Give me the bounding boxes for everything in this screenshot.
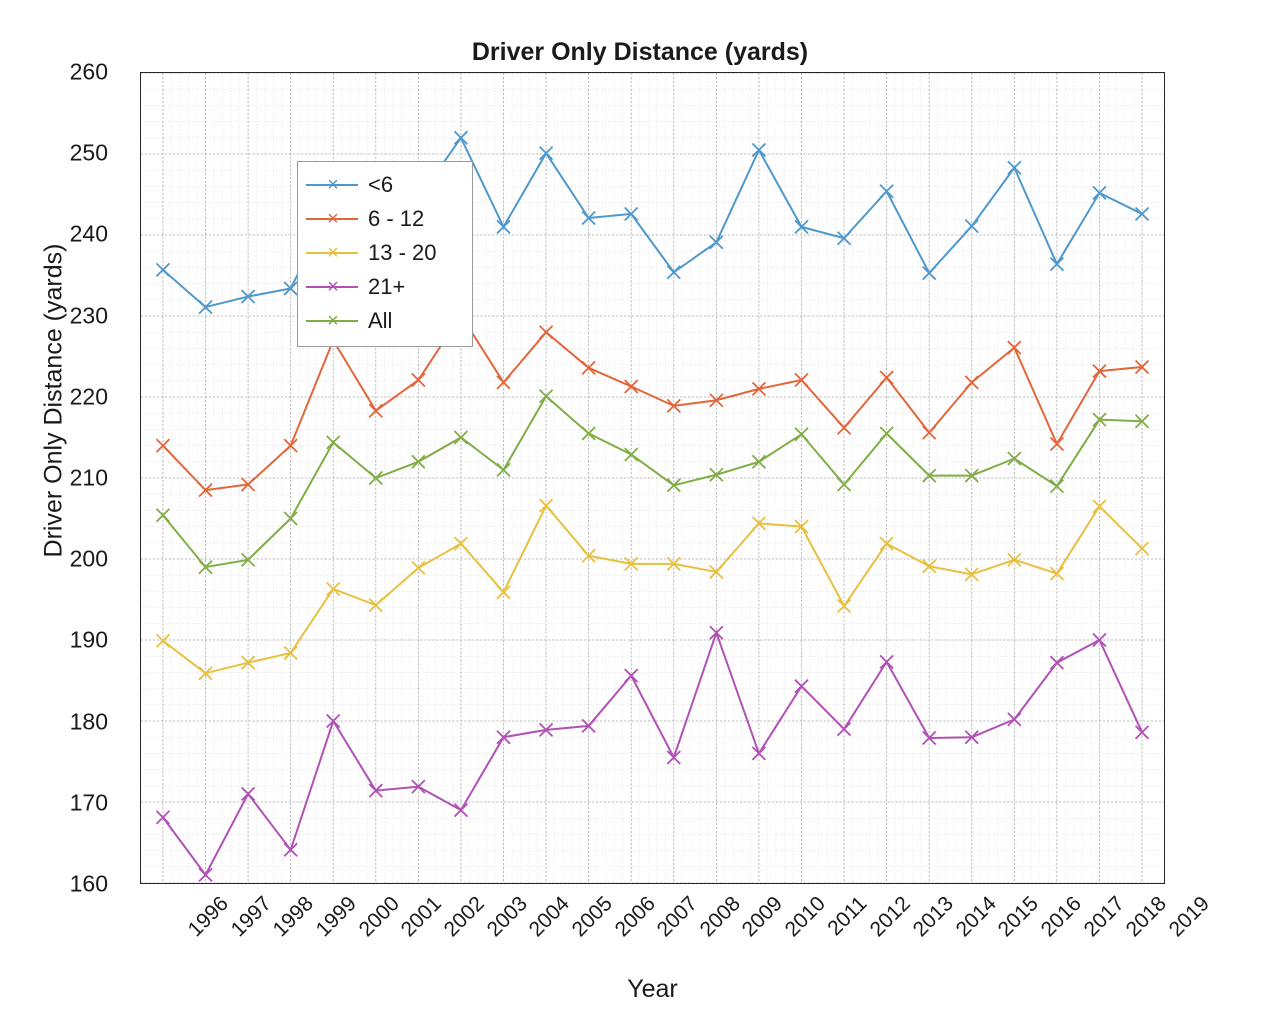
y-tick-label: 230 — [69, 302, 108, 329]
x-tick-label: 2011 — [823, 892, 872, 941]
legend-item[interactable] — [306, 202, 464, 236]
y-tick-label: 180 — [69, 708, 108, 735]
x-tick-label: 2014 — [951, 892, 1001, 942]
legend-item[interactable] — [306, 304, 464, 338]
legend-marker-icon: × — [306, 209, 358, 229]
x-tick-label: 2006 — [610, 892, 660, 942]
x-tick-label: 2002 — [439, 892, 489, 942]
legend-item-label: All — [368, 308, 393, 333]
page-title: Driver Only Distance (yards) — [471, 38, 809, 66]
legend-item[interactable] — [306, 168, 464, 202]
x-tick-label: 2008 — [695, 892, 745, 942]
legend-item-label: 21+ — [368, 274, 406, 299]
x-axis-label: Year — [627, 975, 678, 1003]
x-tick-label: 1998 — [268, 892, 319, 942]
legend-item-label: 13 - 20 — [368, 240, 437, 265]
x-tick-label: 2010 — [780, 892, 831, 942]
x-tick-label: 2007 — [652, 892, 703, 942]
y-tick-label: 240 — [69, 220, 108, 247]
legend-marker-icon: × — [306, 277, 358, 297]
legend-item-label: 6 - 12 — [368, 206, 425, 231]
plot-area — [140, 72, 1165, 884]
legend-marker-icon: × — [306, 243, 358, 263]
legend-marker-icon: × — [306, 175, 358, 195]
y-tick-label: 190 — [69, 626, 108, 653]
x-tick-label: 1996 — [183, 892, 233, 942]
x-tick-label: 2001 — [396, 892, 447, 942]
y-tick-label: 250 — [69, 139, 108, 166]
x-tick-label: 2016 — [1036, 892, 1087, 942]
x-tick-label: 2000 — [354, 892, 404, 942]
series-3 — [156, 499, 1148, 680]
x-tick-label: 2015 — [994, 892, 1044, 942]
x-tick-label: 1997 — [226, 892, 276, 942]
x-tick-label: 2017 — [1079, 892, 1129, 942]
x-tick-label: 2003 — [482, 892, 532, 942]
series-layer — [141, 73, 1164, 883]
series-4 — [156, 626, 1148, 881]
legend-marker-icon: × — [306, 311, 358, 331]
legend[interactable] — [297, 161, 473, 347]
legend-item-label: <6 — [368, 172, 394, 197]
x-tick-label: 2018 — [1122, 892, 1172, 942]
x-tick-label: 2012 — [866, 892, 916, 942]
series-5 — [156, 390, 1148, 574]
x-tick-label: 2009 — [738, 892, 788, 942]
x-tick-label: 1999 — [311, 892, 361, 942]
x-tick-label: 2004 — [524, 892, 575, 942]
legend-item[interactable] — [306, 270, 464, 304]
y-tick-label: 220 — [69, 383, 108, 410]
x-tick-label: 2013 — [908, 892, 959, 942]
y-tick-label: 210 — [69, 464, 108, 491]
y-tick-label: 260 — [69, 58, 108, 85]
y-axis-label: Driver Only Distance (yards) — [39, 243, 68, 558]
y-tick-label: 160 — [69, 870, 108, 897]
x-tick-label: 2019 — [1164, 892, 1214, 942]
legend-item[interactable] — [306, 236, 464, 270]
y-tick-label: 200 — [69, 545, 108, 572]
x-tick-label: 2005 — [567, 892, 617, 942]
y-tick-label: 170 — [69, 789, 108, 816]
